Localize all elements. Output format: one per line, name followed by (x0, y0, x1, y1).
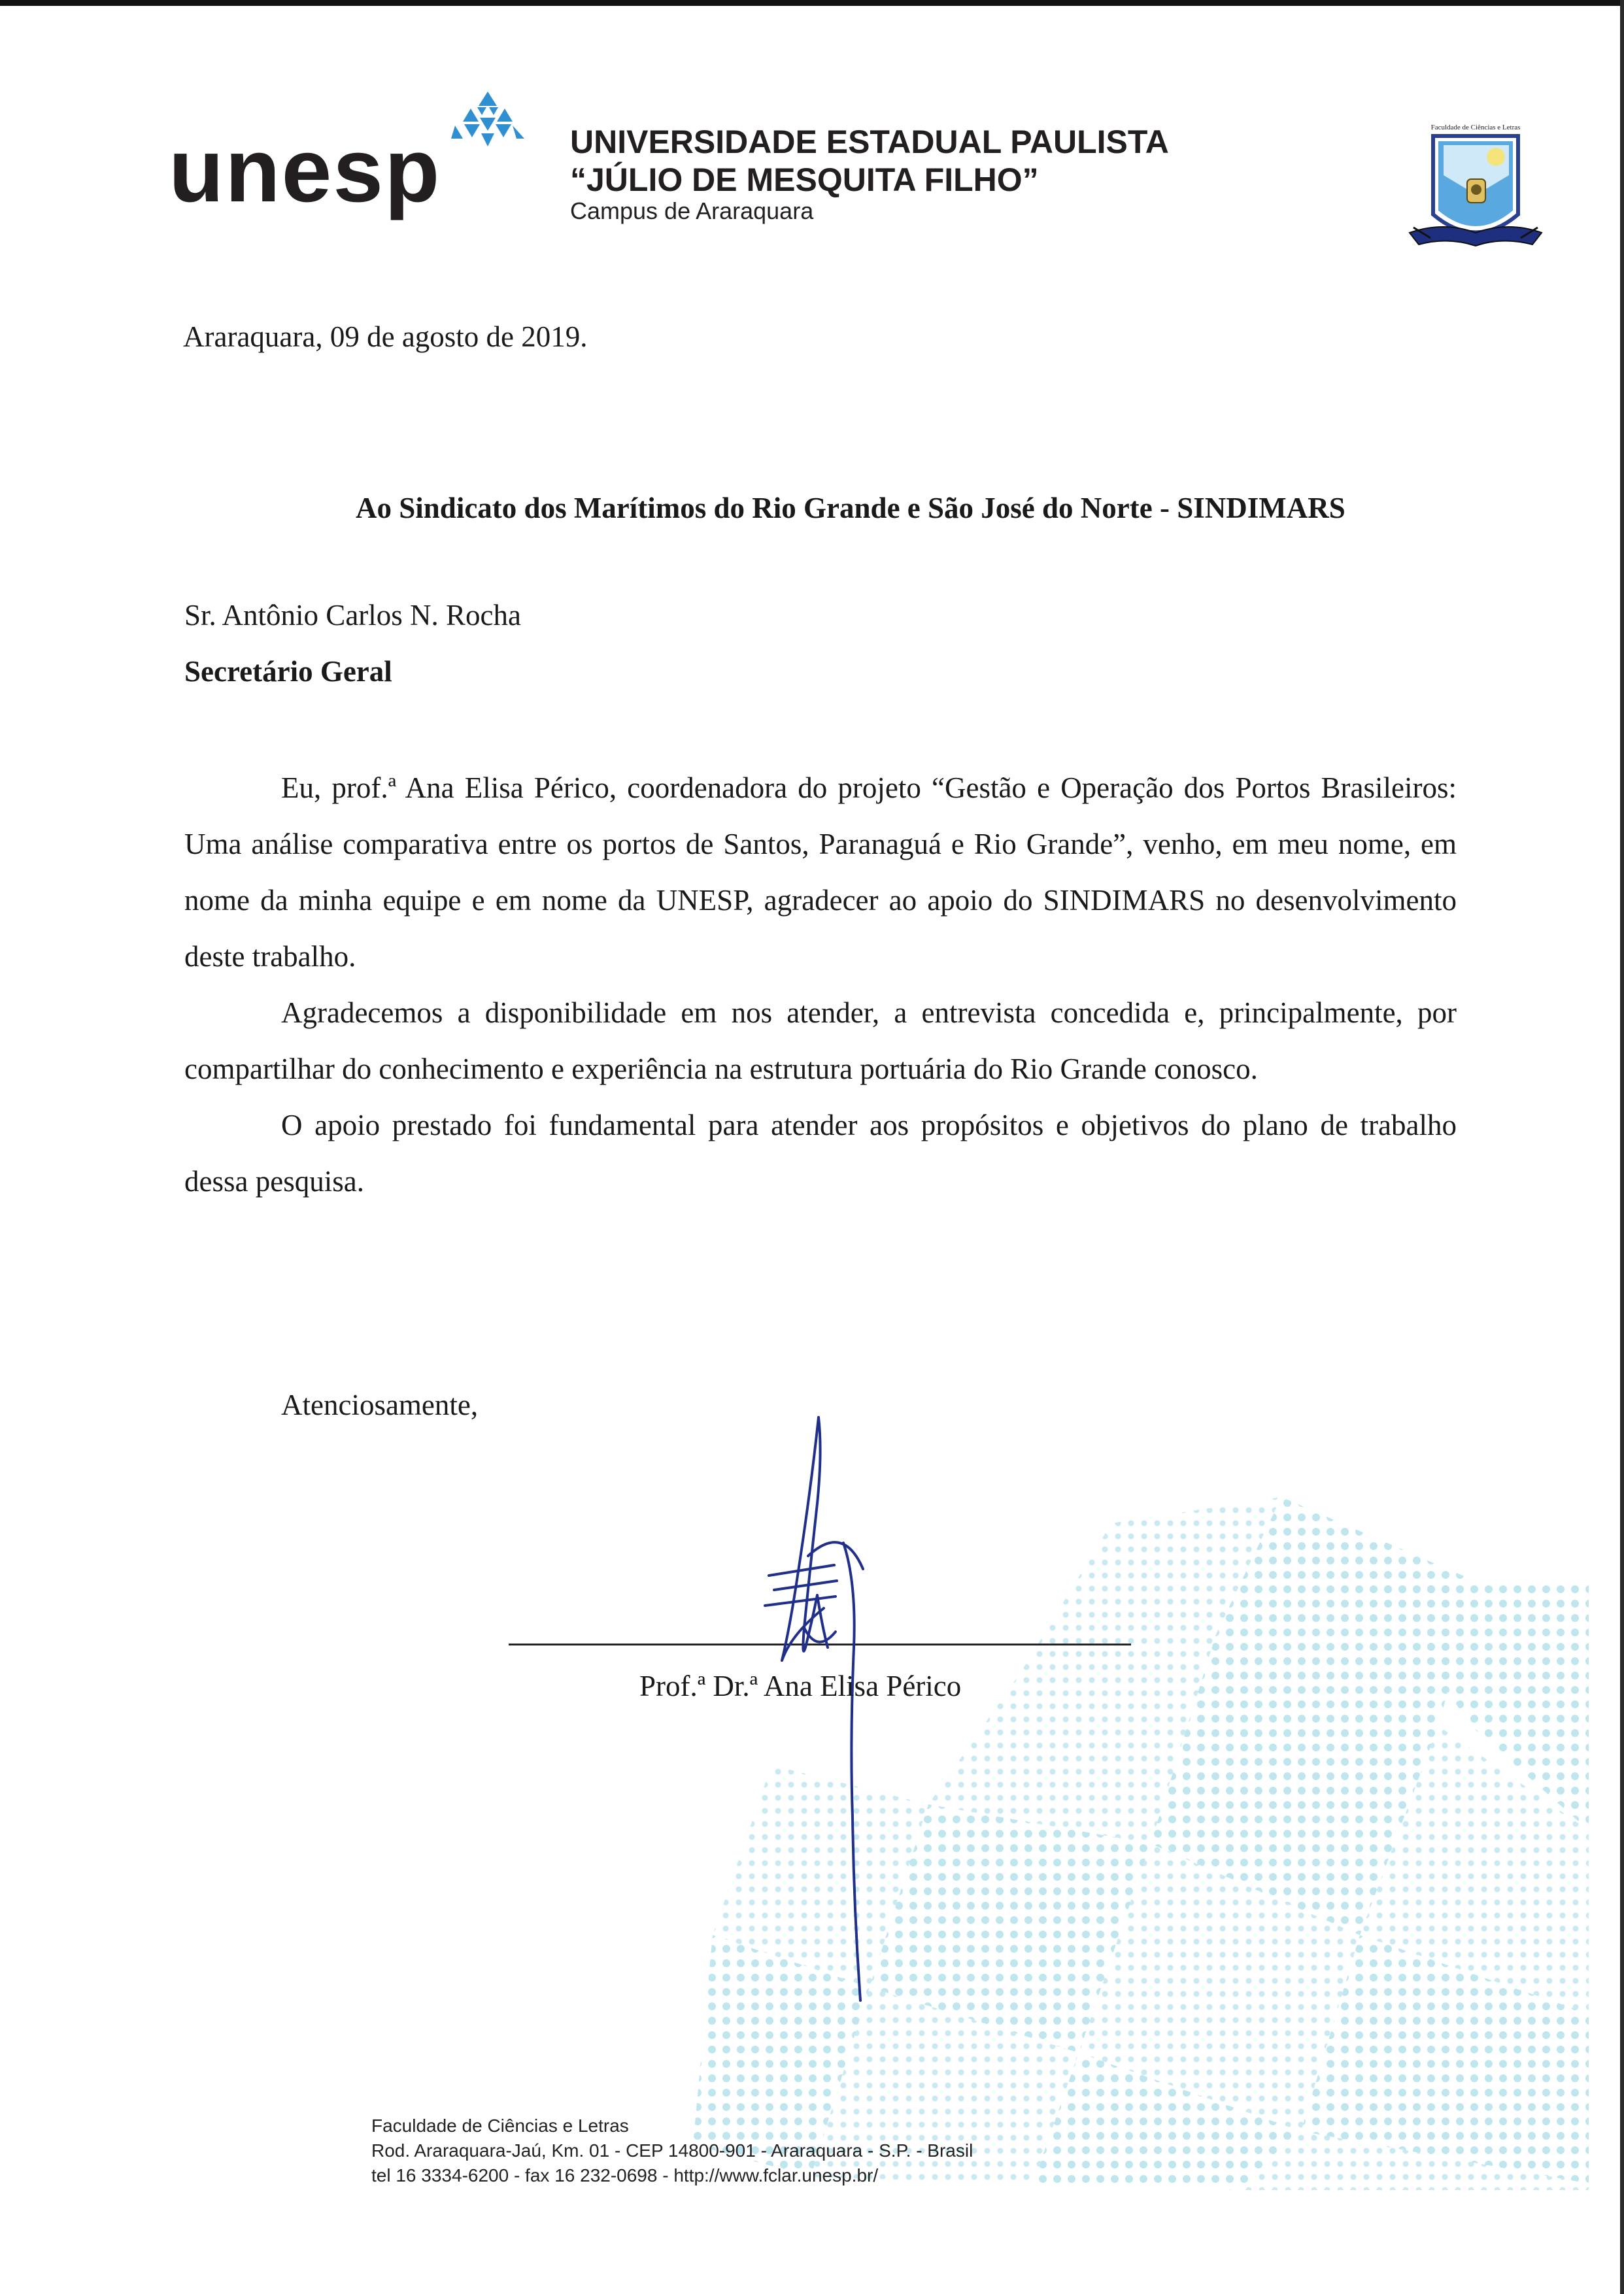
university-name: UNIVERSIDADE ESTADUAL PAULISTA (570, 124, 1169, 160)
footer-address: Rod. Araraquara-Jaú, Km. 01 - CEP 14800-901 - Araraquara - S.P. - Brasil (371, 2140, 973, 2161)
footer-contact: tel 16 3334-6200 - fax 16 232-0698 - http://www.fclar.unesp.br/ (371, 2165, 879, 2185)
unesp-logo-text: unesp (169, 120, 441, 221)
body-paragraph-3: O apoio prestado foi fundamental para atender aos propósitos e objetivos do plano de trabalho dessa pesquisa. (184, 1109, 1457, 1198)
signatory-name: Prof.ª Dr.ª Ana Elisa Périco (639, 1670, 962, 1702)
campus-name: Campus de Araraquara (570, 197, 814, 224)
university-subtitle: “JÚLIO DE MESQUITA FILHO” (570, 161, 1039, 198)
body-paragraph-1: Eu, prof.ª Ana Elisa Périco, coordenadora do projeto “Gestão e Operação dos Portos Brasileiros: Uma análise comparativa entre os portos de Santos, Paranaguá e Rio Grande”, venho, em meu nome, em nome da minha equipe e em nome da UNESP, agradecer ao apoio do SINDIMARS no desenvolvimento deste trabalho. (184, 771, 1457, 973)
recipient-name: Sr. Antônio Carlos N. Rocha (184, 599, 521, 632)
unesp-logo-icon (451, 92, 524, 150)
closing-line: Atenciosamente, (281, 1389, 479, 1421)
date-line: Araraquara, 09 de agosto de 2019. (183, 320, 588, 353)
recipient-title: Secretário Geral (184, 655, 392, 688)
addressee-line: Ao Sindicato dos Marítimos do Rio Grande e São José do Norte - SINDIMARS (356, 492, 1345, 524)
faculty-crest-icon (1404, 116, 1547, 268)
footer-faculty: Faculdade de Ciências e Letras (371, 2116, 629, 2136)
body-paragraph-2: Agradecemos a disponibilidade em nos atender, a entrevista concedida e, principalmente, por compartilhar do conhecimento e experiência na estrutura portuária do Rio Grande conosco. (184, 996, 1457, 1085)
handwritten-signature (719, 1412, 928, 2027)
crest-caption: Faculdade de Ciências e Letras (1430, 124, 1521, 131)
